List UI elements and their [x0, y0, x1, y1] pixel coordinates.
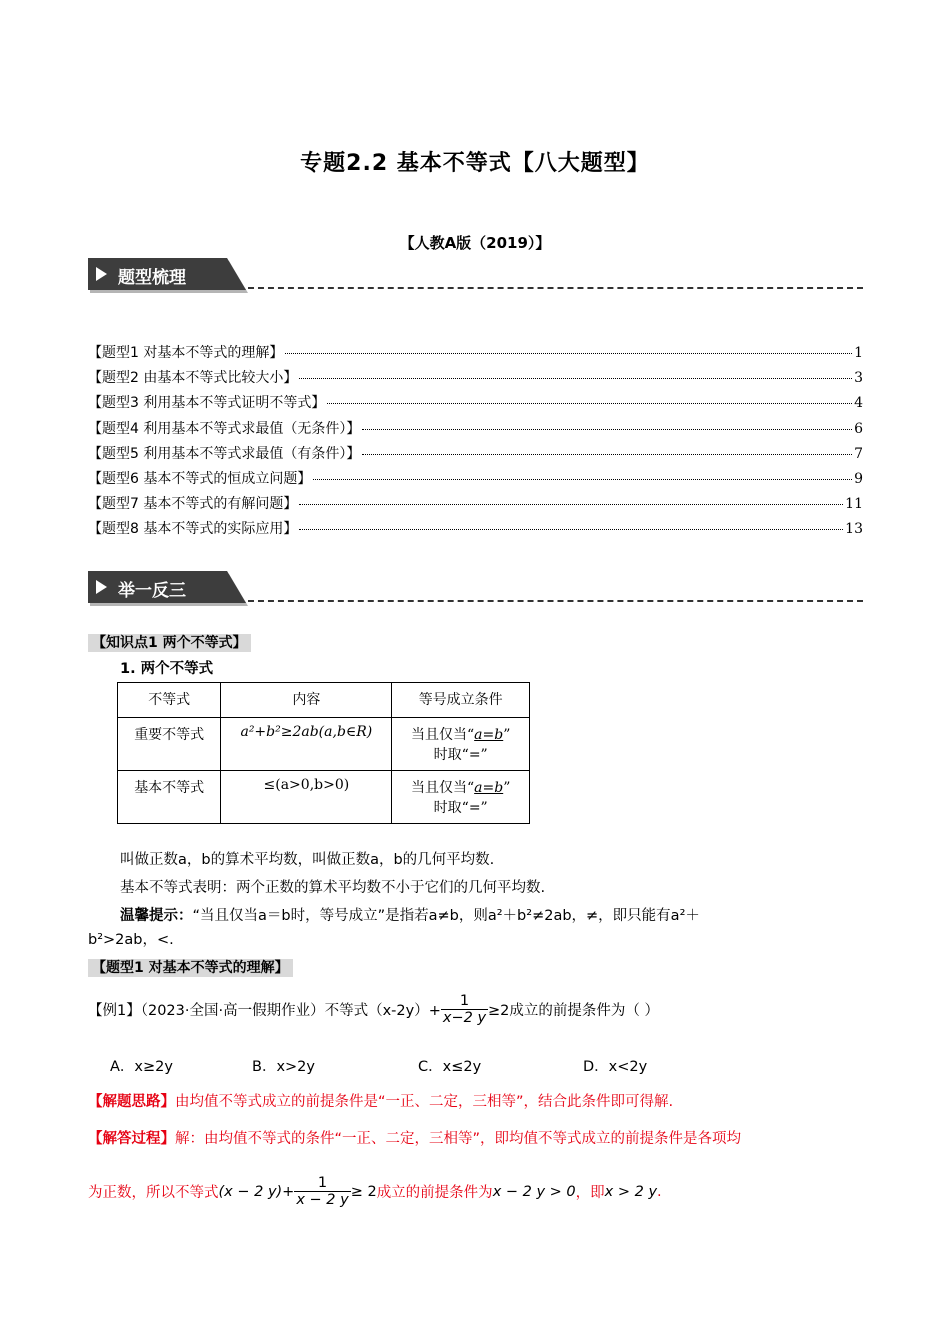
option-a[interactable]: A．x≥2y	[110, 1059, 173, 1075]
knowledge-tip: 温馨提示：“当且仅当a＝b时，等号成立”是指若a≠b，则a²＋b²≠2ab，≠，即只能有a²＋	[120, 908, 700, 924]
knowledge-line: 基本不等式表明：两个正数的算术平均数不小于它们的几何平均数.	[120, 880, 546, 896]
toc-item[interactable]: 【题型7 基本不等式的有解问题】 11	[88, 496, 863, 513]
section-label: 举一反三	[118, 581, 186, 601]
knowledge-subheading: 1. 两个不等式	[120, 661, 214, 677]
table-row: 重要不等式 a²+b²≥2ab(a,b∈R) 当且仅当“a=b” 时取“=”	[118, 718, 530, 771]
play-icon	[96, 267, 107, 281]
option-d[interactable]: D．x<2y	[583, 1059, 648, 1075]
fraction: $\frac{1}{x-2 y}$	[442, 993, 487, 1026]
toc-item[interactable]: 【题型6 基本不等式的恒成立问题】 9	[88, 470, 863, 487]
fraction: $\frac{1}{x - 2 y}$	[296, 1175, 349, 1208]
table-header: 内容	[221, 683, 392, 718]
solution-idea: 【解题思路】由均值不等式成立的前提条件是“一正、二定，三相等”，结合此条件即可得解.	[88, 1094, 674, 1110]
toc-item[interactable]: 【题型4 利用基本不等式求最值（无条件）】 6	[88, 420, 863, 437]
edition-subtitle: 【人教A版（2019）】	[399, 234, 551, 252]
toc-item[interactable]: 【题型2 由基本不等式比较大小】 3	[88, 370, 863, 387]
table-row: 基本不等式 ≤(a>0,b>0) 当且仅当“a=b” 时取“=”	[118, 771, 530, 824]
toc-item[interactable]: 【题型5 利用基本不等式求最值（有条件）】 7	[88, 445, 863, 462]
table-of-contents	[88, 342, 863, 544]
knowledge-line: 叫做正数a，b的算术平均数，叫做正数a，b的几何平均数.	[120, 852, 495, 868]
toc-item[interactable]: 【题型3 利用基本不等式证明不等式】 4	[88, 395, 863, 412]
section-label: 题型梳理	[118, 268, 186, 288]
section-bar-toc	[88, 258, 863, 298]
knowledge-tip-cont: b²>2ab，<.	[88, 932, 174, 948]
solution-process: 【解答过程】解：由均值不等式的条件“一正、二定，三相等”，即均值不等式成立的前提条件是各项均	[88, 1131, 742, 1147]
page-title: 专题2.2 基本不等式【八大题型】	[300, 151, 650, 176]
dashed-divider	[248, 600, 863, 602]
play-icon	[96, 580, 107, 594]
option-b[interactable]: B．x>2y	[252, 1059, 315, 1075]
option-c[interactable]: C．x≤2y	[418, 1059, 482, 1075]
knowledge-heading: 【知识点1 两个不等式】	[88, 634, 251, 652]
toc-item[interactable]: 【题型8 基本不等式的实际应用】 13	[88, 521, 863, 538]
dashed-divider	[248, 287, 863, 289]
section-bar-practice	[88, 571, 863, 611]
type1-heading: 【题型1 对基本不等式的理解】	[88, 959, 293, 977]
toc-item[interactable]: 【题型1 对基本不等式的理解】 1	[88, 345, 863, 361]
inequality-table	[117, 682, 530, 824]
table-header: 等号成立条件	[392, 683, 530, 718]
table-header: 不等式	[118, 683, 221, 718]
solution-line2: 为正数，所以不等式 (x − 2 y)+ $\frac{1}{x - 2 y}$ ≥ 2 成立的前提条件为 x − 2 y > 0 ，即 x > 2 y .	[88, 1175, 662, 1208]
example-question: 【例1】（2023·全国·高一假期作业）不等式（x-2y）+ $\frac{1}{x-2 y}$ ≥2成立的前提条件为（ ）	[88, 993, 660, 1026]
